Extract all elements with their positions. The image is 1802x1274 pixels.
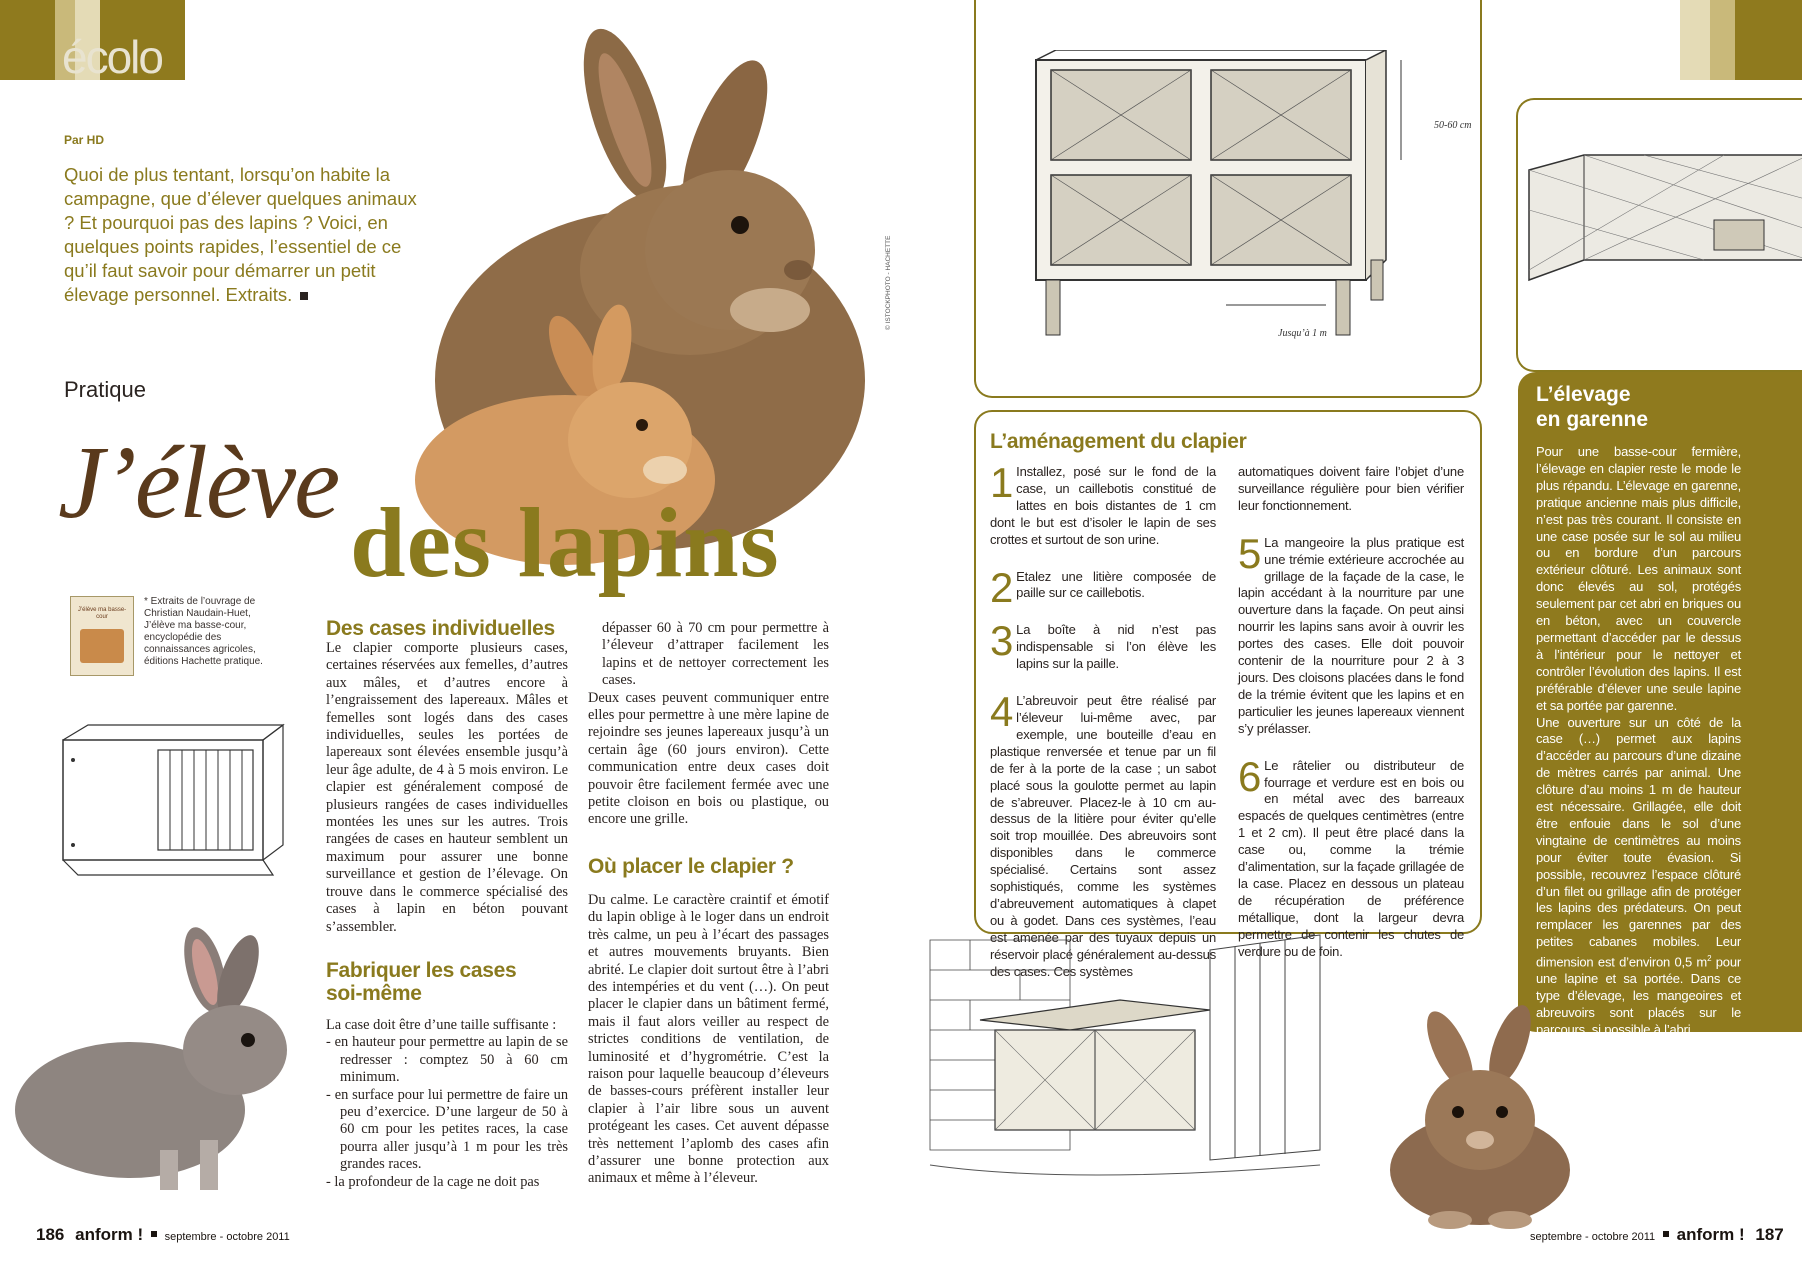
footer-right (1530, 1225, 1784, 1245)
brown-rabbit-photo (1370, 1000, 1630, 1240)
height-label: 50-60 cm (1434, 120, 1472, 131)
amenagement-col-right (1238, 464, 1464, 980)
heading-fabriquer: Fabriquer les cases soi-même (326, 958, 517, 1005)
col1-bullets (326, 1034, 568, 1191)
header-tab-right (1680, 0, 1710, 80)
book-caption: * Extraits de l’ouvrage de Christian Naudain-Huet, J’élève ma basse-cour, encyclopédie des connaissances agricoles, éditions Hachette pratique. (144, 596, 263, 667)
brown-rabbit-head (1425, 1070, 1535, 1170)
garenne-p2: Une ouverture sur un côté de la case (…) permet aux lapins d’accéder au parcours d’une dizaine de mètres carrés par animal. Une clôture d’au moins 1 m de hauteur est nécessaire. Grillagée, elle doit être enfouie dans le sol d’une vingtaine de centimètres au moins pour éviter toute évasion. Si possible, recouvrez l’espace clôturé d’un filet ou grillage afin de protéger les lapins des prédateurs. On peut remplacer les garennes par des petites cabanes mobiles. Leur dimension est d’environ 0,5 $m^2$ pour une lapine et sa portée. Dans ce type d’élevage, les mangeoires et abreuvoirs sont placés sur le parcours, si possible à l’abri. (1536, 714, 1741, 1038)
intro-text: Quoi de plus tentant, lorsqu’on habite la campagne, que d’élever quelques animaux ? Et pourquoi pas des lapins ? Voici, en quelques points rapides, l’essentiel de ce qu’il faut savoir pour démarrer un petit élevage personnel. Extraits. (64, 164, 417, 305)
magazine-name-left: anform ! (75, 1225, 144, 1244)
page-number-right: 187 (1755, 1225, 1784, 1244)
magazine-name-right: anform ! (1676, 1225, 1745, 1244)
square-icon (1663, 1231, 1669, 1237)
garenne-title: L’élevage en garenne (1536, 383, 1649, 431)
clapier-sketch (1026, 50, 1446, 350)
col2-text-b: Deux cases peuvent communiquer entre elles pour permettre à une mère lapine de rejoindre ses jeunes lapereaux jusqu’à un certain âge (60 jours environ). Cette communication entre deux cases doit pouvoir être facilement fermée avec une petite cloison en bois ou plastique, ou encore une grille. (588, 689, 829, 828)
item-number: 1 (990, 459, 1014, 506)
bullet-hauteur: - en hauteur pour permettre au lapin de se redresser : comptez 50 à 60 cm minimum. (326, 1034, 568, 1086)
book-cover-image (80, 629, 124, 663)
width-label: Jusqu’à 1 m (1278, 328, 1327, 339)
item-number: 2 (990, 563, 1014, 611)
title-line2: des lapins (350, 487, 780, 598)
amenagement-col-left (990, 459, 1216, 1000)
amenagement-item-6: 6 Le râtelier ou distributeur de fourrage et verdure est en bois ou en métal avec des barreaux espacés de quelques centimètres (entre 1 et 2 cm). Il peut être placé dans la case ou, comme la trémie d’alimentation, sur la façade grillagée de la case. Placez en dessous un plateau de récupération de préférence métallique, dont la largeur devra permettre de contenir les chutes de verdure ou de foin. (1238, 752, 1464, 959)
photo-credit: © ISTOCKPHOTO - HACHETTE (885, 235, 892, 330)
garenne-text (1536, 444, 1741, 1039)
garenne-sketch-frame (1516, 98, 1802, 372)
page-number-left: 186 (36, 1225, 65, 1244)
garenne-sketch (1524, 150, 1802, 310)
col1 (326, 617, 568, 1191)
footer-left (36, 1225, 290, 1245)
col2 (588, 620, 829, 1188)
col1-intro2: La case doit être d’une taille suffisante : (326, 1016, 557, 1033)
end-square-icon (300, 292, 308, 300)
item-number: 6 (1238, 752, 1262, 800)
amenagement-item-3: 3 La boîte à nid n’est pas indispensable si l’on élève les lapins sur la paille. (990, 617, 1216, 672)
single-hutch-sketch (58, 720, 288, 890)
issue-date-right: septembre - octobre 2011 (1530, 1231, 1656, 1243)
bullet-surface: - en surface pour lui permettre de faire un peu d’exercice. D’une largeur de 50 à 60 cm pour les petites races, la case pourra aller jusqu’à 1 m pour les très grandes races. (326, 1087, 568, 1174)
title-line1: J’élève (58, 425, 339, 540)
item-number: 3 (990, 617, 1014, 665)
heading-ou-placer: Où placer le clapier ? (588, 854, 794, 878)
amenagement-title: L’aménagement du clapier (990, 430, 1247, 453)
byline: Par HD (64, 133, 105, 147)
item-number: 5 (1238, 529, 1262, 577)
book-cover-title: J’élève ma basse-cour (77, 607, 127, 620)
col1-text: Le clapier comporte plusieurs cases, certaines réservées aux femelles, d’autres aux mâles, et d’autres encore à l’engraissement des lapereaux. Mâles et femelles sont logés dans des cases individuelles, seules les portées de lapereaux sont élevées ensemble jusqu’à leur âge adulte, de 4 à 5 mois environ. Le clapier est généralement composé de plusieurs rangées de cases individuelles montées les unes sur les autres. Trois rangées de cases en hauteur semblent un maximum pour assurer une bonne surveillance et gestion de l’élevage. On trouve dans le commerce spécialisé des cases à lapin en béton pouvant s’assembler. (326, 640, 568, 935)
amenagement-item-2: 2 Etalez une litière composée de paille sur ce caillebotis. (990, 563, 1216, 611)
col2-text-a: dépasser 60 à 70 cm pour permettre à l’éleveur d’attraper facilement les lapins et de nettoyer correctement les cases. (602, 620, 829, 689)
outdoor-clapier-sketch (920, 930, 1330, 1200)
heading-des-cases: Des cases individuelles (326, 617, 555, 640)
square-icon (151, 1231, 157, 1237)
header-tab-right-2 (1710, 0, 1735, 80)
amenagement-frame (974, 410, 1482, 979)
issue-date-left: septembre - octobre 2011 (164, 1231, 290, 1243)
grey-rabbit-head (183, 1005, 287, 1095)
amenagement-item-1: 1 Installez, posé sur le fond de la case, un caillebotis constitué de lattes en bois distantes de 1 cm dont le but est d’isoler le lapin de ses crottes et surtout de son urine. (990, 459, 1216, 547)
amenagement-item-5: 5 La mangeoire la plus pratique est une trémie extérieure accrochée au grillage de la façade de la case, le lapin accédant à la nourriture par une ouverture dans la façade. On peut ainsi nourrir les lapins sans avoir à ouvrir les portes des cases. Elle doit pouvoir contenir de la nourriture pour 2 à 3 jours. Des cloisons placées dans le fond de la trémie évitent que les lapins et en particulier les jeunes lapereaux viennent s’y prélasser. (1238, 529, 1464, 736)
item-number: 4 (990, 688, 1014, 736)
garenne-p1: Pour une basse-cour fermière, l’élevage en clapier reste le mode le plus répandu. L’élevage en garenne, pratique ancienne mais plus difficile, n’est pas très courant. Il consiste en une case posée sur le sol au milieu ou en bordure d’un parcours extérieur clôturé. Les animaux sont donc élevés au sol, protégés seulement par cet abri en briques ou en béton, avec un couvercle permettant d’accéder par le dessus à l’intérieur pour le nettoyer et contrôler l’évolution des lapins. Il est préférable d’élever une seule lapine et sa portée par garenne. (1536, 444, 1741, 713)
garenne-sidebar (1518, 372, 1802, 1038)
amenagement-item-4-cont: automatiques doivent faire l’objet d’une surveillance régulière pour bien vérifier leur fonctionnement. (1238, 464, 1464, 513)
section-label: écolo (62, 31, 162, 83)
book-cover (70, 596, 134, 676)
bullet-profondeur: - la profondeur de la cage ne doit pas (326, 1174, 568, 1191)
amenagement-item-4: 4 L’abreuvoir peut être réalisé par l’éleveur lui-même avec, par exemple, une bouteille d’eau en plastique renversée et tenue par un fil de fer à la porte de la case ; un sabot placé sous la goulotte permet au lapin de s’abreuver. Placez-le à 10 cm au-dessus de la litière pour éviter qu’elle soit trop mouillée. Des abreuvoirs sont disponibles dans le commerce spécialisé. Certains sont assez sophistiqués, comme les systèmes d’abreuvement automatiques à clapet ou à godet. Dans ces systèmes, l’eau est amenée par des tuyaux depuis un réservoir placé généralement au-dessus des cases. Ces systèmes (990, 688, 1216, 979)
col2-text-c: Du calme. Le caractère craintif et émotif du lapin oblige à le loger dans un endroit très calme, un peu à l’écart des passages et autres mouvements bruyants. Bien abrité. Le clapier doit surtout être à l’abri des intempéries et du vent (…). On peut placer le clapier dans un bâtiment fermé, mais il faut alors veiller au respect de strictes conditions de ventilation, de luminosité et d’hygrométrie. C’est la raison pour laquelle beaucoup d’éleveurs de basses-cours préfèrent installer leur clapier à l’air libre sous un auvent protégeant les cases. Cet auvent dépasse très nettement l’aplomb des cases afin d’assurer une bonne protection aux animaux et même à l’éleveur. (588, 891, 829, 1187)
clapier-sketch-frame (974, 0, 1482, 398)
kicker: Pratique (64, 377, 146, 402)
grey-rabbit-photo (10, 920, 300, 1200)
